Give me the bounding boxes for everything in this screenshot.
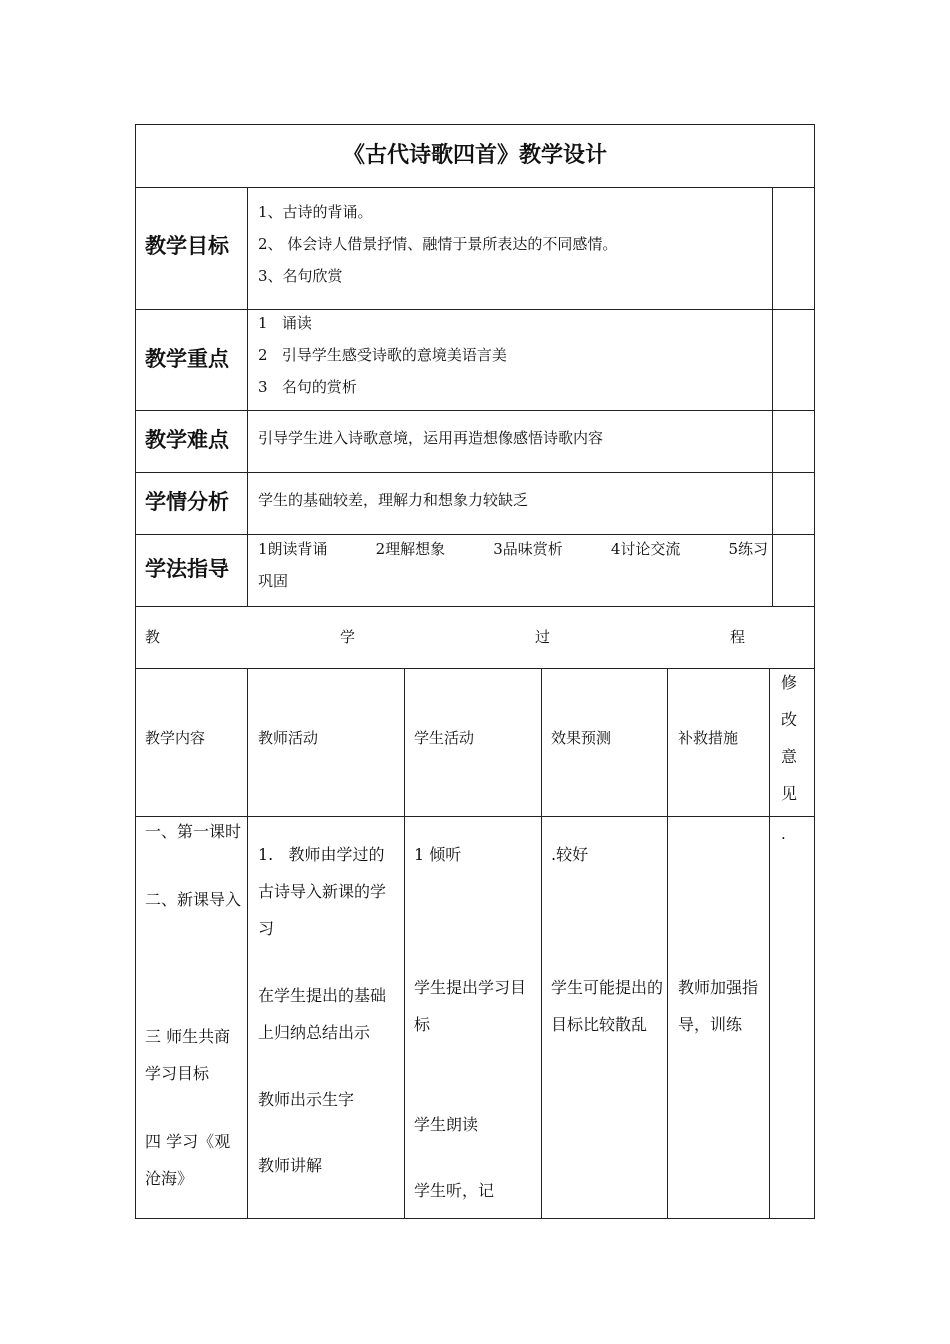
- column-header-teacher: 教师活动: [258, 729, 319, 747]
- effect-cell-p1: .较好: [551, 845, 589, 864]
- teacher-cell-p3: 教师出示生字: [258, 1090, 355, 1109]
- key-points-list: [258, 307, 507, 403]
- objective-item: 1、古诗的背诵。: [258, 203, 373, 221]
- process-heading-char: 过: [534, 628, 550, 646]
- process-heading-char: 程: [729, 628, 745, 646]
- analysis-label: 学情分析: [145, 490, 229, 514]
- teacher-cell-p4: 教师讲解: [258, 1156, 323, 1175]
- remedy-cell-p1: 教师加强指导，训练: [678, 978, 759, 1034]
- column-header-student: 学生活动: [414, 729, 475, 747]
- analysis-text: 学生的基础较差，理解力和想象力较缺乏: [258, 491, 529, 509]
- column-header-remedy: 补救措施: [678, 729, 739, 747]
- document-title: 《古代诗歌四首》教学设计: [342, 143, 607, 168]
- methods-list: [258, 533, 768, 597]
- methods-row: [258, 533, 768, 565]
- process-heading: [145, 621, 745, 653]
- method-item: 3品味赏析: [493, 540, 563, 558]
- column-header-effect: 效果预测: [551, 729, 612, 747]
- key-point-item: 1 诵读: [258, 314, 312, 332]
- process-heading-char: 教: [145, 628, 161, 646]
- method-item: 5练习: [728, 540, 768, 558]
- column-header-revision: 修改意见: [781, 673, 798, 803]
- objective-item: 3、名句欣赏: [258, 267, 343, 285]
- objective-item: 2、 体会诗人借景抒情、融情于景所表达的不同感情。: [258, 235, 618, 253]
- content-cell-p4: 四 学习《观沧海》: [145, 1132, 231, 1188]
- effect-cell-p2: 学生可能提出的目标比较散乱: [551, 978, 664, 1034]
- process-heading-char: 学: [339, 628, 355, 646]
- content-cell-p2: 二、新课导入: [145, 890, 242, 909]
- objectives-label: 教学目标: [145, 234, 229, 258]
- key-points-label: 教学重点: [145, 347, 229, 371]
- teacher-cell-p2: 在学生提出的基础上归纳总结出示: [258, 986, 387, 1042]
- difficulties-text: 引导学生进入诗歌意境，运用再造想像感悟诗歌内容: [258, 429, 604, 447]
- column-header-content: 教学内容: [145, 729, 206, 747]
- student-cell-p4: 学生听，记: [414, 1181, 495, 1200]
- key-point-item: 2 引导学生感受诗歌的意境美语言美: [258, 346, 507, 364]
- difficulties-label: 教学难点: [145, 428, 229, 452]
- content-cell-p1: 一、第一课时: [145, 822, 242, 841]
- objectives-list: [258, 196, 617, 292]
- method-item: 1朗读背诵: [258, 540, 328, 558]
- student-cell-p2: 学生提出学习目标: [414, 978, 527, 1034]
- method-continuation: 巩固: [258, 572, 289, 590]
- methods-label: 学法指导: [145, 557, 229, 581]
- method-item: 4讨论交流: [610, 540, 681, 558]
- student-cell-p3: 学生朗读: [414, 1115, 479, 1134]
- key-point-item: 3 名句的赏析: [258, 378, 357, 396]
- revision-cell-p1: .: [781, 825, 786, 843]
- method-item: 2理解想象: [375, 540, 446, 558]
- content-cell-p3: 三 师生共商学习目标: [145, 1027, 231, 1083]
- student-cell-p1: 1 倾听: [414, 845, 462, 864]
- teacher-cell-p1: 1. 教师由学过的古诗导入新课的学习: [258, 845, 387, 938]
